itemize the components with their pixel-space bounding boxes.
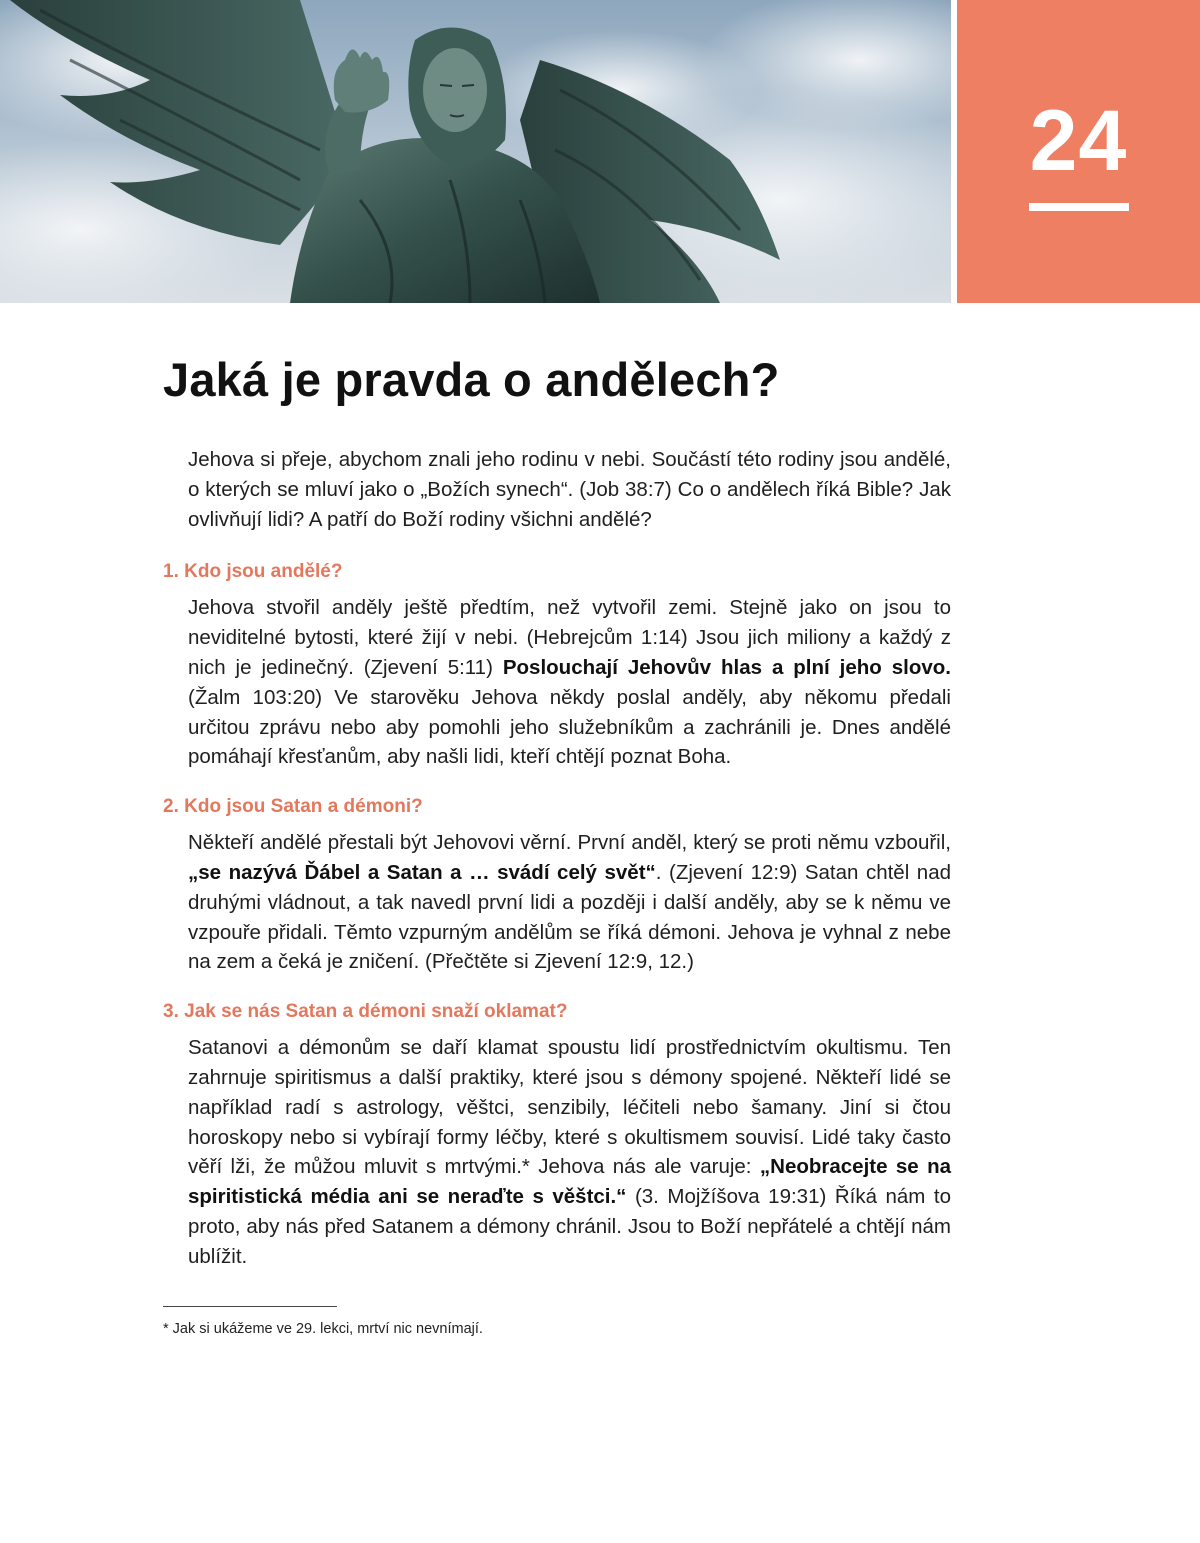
section-heading: 3. Jak se nás Satan a démoni snaží oklamat? (163, 1001, 568, 1023)
hero-image (0, 0, 951, 303)
section-paragraph: Satanovi a démonům se daří klamat spoustu lidí prostřednictvím okultismu. Ten zahrnuje spiritismus a další praktiky, které jsou s démony spojené. Někteří lidé se například radí s astrology, věštci, senzibily, léčiteli nebo šamany. Jiní si čtou horoskopy nebo si vybírají formy léčby, které s okultismem souvisí. Lidé taky často věří lži, že můžou mluvit s mrtvými.* Jehova nás ale varuje: „Neobracejte se na spiritistická média ani se neraďte s věštci.“ (3. Mojžíšova 19:31) Říká nám to proto, aby nás před Satanem a démony chránil. Jsou to Boží nepřátelé a chtějí nám ublížit. (188, 1036, 951, 1268)
lesson-number: 24 (1029, 93, 1128, 189)
section-2 (163, 796, 951, 977)
section-heading: 2. Kdo jsou Satan a démoni? (163, 796, 423, 818)
footnote-divider (163, 1306, 337, 1307)
section-heading: 1. Kdo jsou andělé? (163, 561, 343, 583)
section-1 (163, 561, 951, 772)
bold-quote: „Neobracejte se na spiritistická média ani se neraďte s věštci.“ (188, 1155, 951, 1209)
lesson-number-box (957, 0, 1200, 303)
section-paragraph: Někteří andělé přestali být Jehovovi věrní. První anděl, který se proti němu vzbouřil, „se nazývá Ďábel a Satan a … svádí celý svět“. (Zjevení 12:9) Satan chtěl nad druhými vládnout, a tak navedl první lidi a později i další anděly, aby se k němu ve vzpouře přidali. Těmto vzpurným andělům se říká démoni. Jehova je vyhnal z nebe na zem a čeká je zničení. (Přečtěte si Zjevení 12:9, 12.) (188, 831, 951, 974)
lesson-content (163, 445, 951, 1296)
bold-quote: „se nazývá Ďábel a Satan a … svádí celý svět“ (188, 860, 656, 884)
section-3 (163, 1001, 951, 1271)
intro-paragraph: Jehova si přeje, abychom znali jeho rodinu v nebi. Součástí této rodiny jsou andělé, o kterých se mluví jako o „Božích synech“. (Job 38:7) Co o andělech říká Bible? Jak ovlivňují lidi? A patří do Boží rodiny všichni andělé? (188, 448, 951, 531)
page-title: Jaká je pravda o andělech? (163, 353, 780, 406)
footnote: * Jak si ukážeme ve 29. lekci, mrtví nic nevnímají. (163, 1321, 483, 1337)
angel-statue-icon (0, 0, 951, 303)
lesson-number-underline (1029, 203, 1129, 211)
section-paragraph: Jehova stvořil anděly ještě předtím, než vytvořil zemi. Stejně jako on jsou to neviditelné bytosti, které žijí v nebi. (Hebrejcům 1:14) Jsou jich miliony a každý z nich je jedinečný. (Zjevení 5:11) Poslouchají Jehovův hlas a plní jeho slovo. (Žalm 103:20) Ve starověku Jehova někdy poslal anděly, aby někomu předali určitou zprávu nebo aby pomohli jeho služebníkům a zachránili je. Dnes andělé pomáhají křesťanům, aby našli lidi, kteří chtějí poznat Boha. (188, 596, 951, 769)
bold-quote: Poslouchají Jehovův hlas a plní jeho slovo. (502, 655, 951, 679)
